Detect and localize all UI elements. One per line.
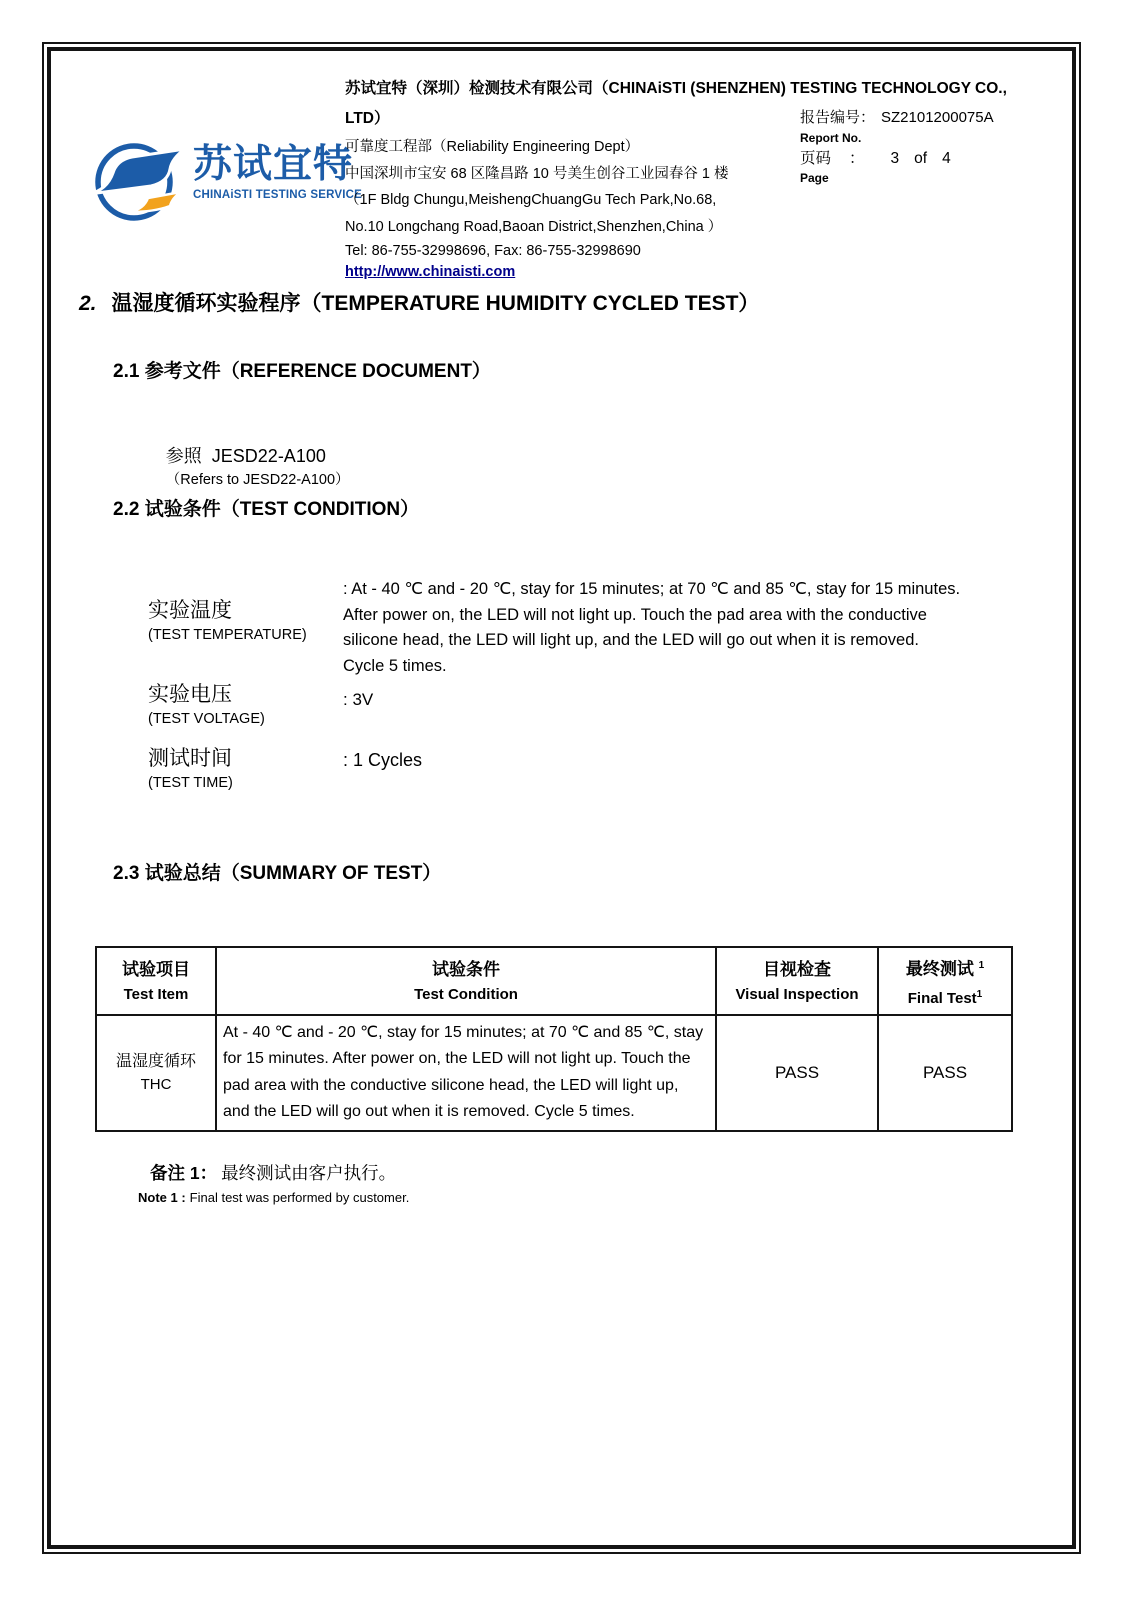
page-no-current: 3 (890, 150, 900, 167)
section-title-text: 温湿度循环实验程序（TEMPERATURE HUMIDITY CYCLED TEST） (111, 292, 760, 315)
company-tel-fax: Tel: 86-755-32998696, Fax: 86-755-32998690 (345, 243, 641, 259)
col-header-test-condition-cn: 试验条件 (432, 959, 500, 979)
label-test-time-en: (TEST TIME) (148, 775, 233, 791)
label-test-time-cn: 测试时间 (148, 747, 232, 770)
col-header-test-item-cn: 试验项目 (122, 959, 190, 979)
company-department: 可靠度工程部（Reliability Engineering Dept） (345, 139, 640, 155)
test-item-abbr: THC (140, 1075, 172, 1093)
summary-table (95, 946, 1013, 1132)
value-test-time: : 1 Cycles (343, 750, 423, 770)
col-header-test-condition (216, 947, 716, 1015)
report-no-value: SZ2101200075A (881, 109, 994, 126)
logo-text-cn: 苏试宜特 (193, 143, 354, 186)
reference-standard-en: （Refers to JESD22-A100） (165, 472, 350, 488)
company-address-en-2: No.10 Longchang Road,Baoan District,Shenzhen,China ） (345, 218, 723, 235)
col-header-test-condition-en: Test Condition (414, 985, 518, 1003)
report-meta-block (800, 106, 1070, 188)
final-test-footnote-sup: 1 (978, 960, 985, 971)
col-header-visual-inspection (716, 947, 878, 1015)
page-no-of: of (914, 150, 928, 167)
label-test-time (148, 746, 233, 794)
cell-final-test-result: PASS (878, 1015, 1012, 1131)
col-header-final-test-en: Final Test (907, 989, 977, 1007)
reference-standard: 参照 JESD22-A100 (165, 446, 326, 466)
heading-summary-of-test: 2.3 试验总结（SUMMARY OF TEST） (113, 863, 442, 884)
company-name: 苏试宜特（深圳）检测技术有限公司（CHINAiSTI (SHENZHEN) TESTING TECHNOLOGY CO., LTD） (345, 80, 1007, 127)
note-1-cn (150, 1160, 396, 1185)
col-header-final-test-cn: 最终测试 (905, 959, 974, 979)
note-1-en-label: Note 1 : (138, 1190, 186, 1205)
label-test-temperature-en: (TEST TEMPERATURE) (148, 627, 307, 643)
logo-text-en: CHINAiSTI TESTING SERVICE (193, 189, 363, 201)
col-header-test-item (96, 947, 216, 1015)
note-1-cn-label: 备注 1： (150, 1163, 218, 1183)
label-test-temperature-cn: 实验温度 (148, 599, 232, 622)
label-test-voltage-en: (TEST VOLTAGE) (148, 711, 265, 727)
page-no-colon: ： (849, 150, 865, 167)
label-test-voltage-cn: 实验电压 (148, 683, 232, 706)
page-no-label-cn: 页码 (800, 150, 832, 167)
company-address-en-1: （1F Bldg Chungu,MeishengChuangGu Tech Park,No.68, (345, 192, 717, 208)
col-header-visual-inspection-en: Visual Inspection (735, 985, 859, 1003)
cell-test-condition: At - 40 ℃ and - 20 ℃, stay for 15 minutes; at 70 ℃ and 85 ℃, stay for 15 minutes. After power on, the LED will not light up. Touch the pad area with the conductive silicone head, the LED will light up, and the LED will go out when it is removed. Cycle 5 times. (216, 1015, 716, 1131)
page-no-total: 4 (942, 150, 951, 167)
section-title (79, 287, 759, 317)
heading-reference-document: 2.1 参考文件（REFERENCE DOCUMENT） (113, 361, 491, 382)
heading-test-condition: 2.2 试验条件（TEST CONDITION） (113, 499, 420, 520)
value-test-temperature: : At - 40 ℃ and - 20 ℃, stay for 15 minutes; at 70 ℃ and 85 ℃, stay for 15 minutes. After power on, the LED will not light up. Touch the pad area with the conductive silicone head, the LED will light up, and the LED will go out when it is removed. Cycle 5 times. (343, 580, 961, 675)
final-test-footnote-sup-en: 1 (976, 988, 983, 1000)
note-1-en-text: Final test was performed by customer. (189, 1190, 410, 1205)
company-website-link[interactable]: http://www.chinaisti.com (345, 264, 516, 280)
report-no-label-en: Report No. (800, 131, 862, 145)
company-address-cn: 中国深圳市宝安 68 区隆昌路 10 号美生创谷工业园春谷 1 楼 (345, 165, 729, 182)
logo-swoosh-icon (88, 138, 188, 224)
label-test-voltage (148, 682, 265, 730)
label-test-temperature (148, 598, 307, 646)
col-header-final-test (878, 947, 1012, 1015)
note-1-en (138, 1190, 409, 1205)
col-header-test-item-en: Test Item (123, 985, 189, 1003)
cell-test-item (96, 1015, 216, 1131)
summary-table-header-row (96, 947, 1012, 1015)
note-1-cn-text: 最终测试由客户执行。 (221, 1163, 397, 1183)
report-no-label-cn: 报告编号： (800, 109, 876, 126)
table-row (96, 1015, 1012, 1131)
page-no-label-en: Page (800, 171, 829, 185)
cell-visual-inspection-result: PASS (716, 1015, 878, 1131)
value-test-voltage: : 3V (343, 690, 374, 709)
section-number: 2. (79, 292, 97, 315)
col-header-visual-inspection-cn: 目视检查 (763, 959, 831, 979)
test-item-cn: 温湿度循环 (115, 1052, 196, 1070)
